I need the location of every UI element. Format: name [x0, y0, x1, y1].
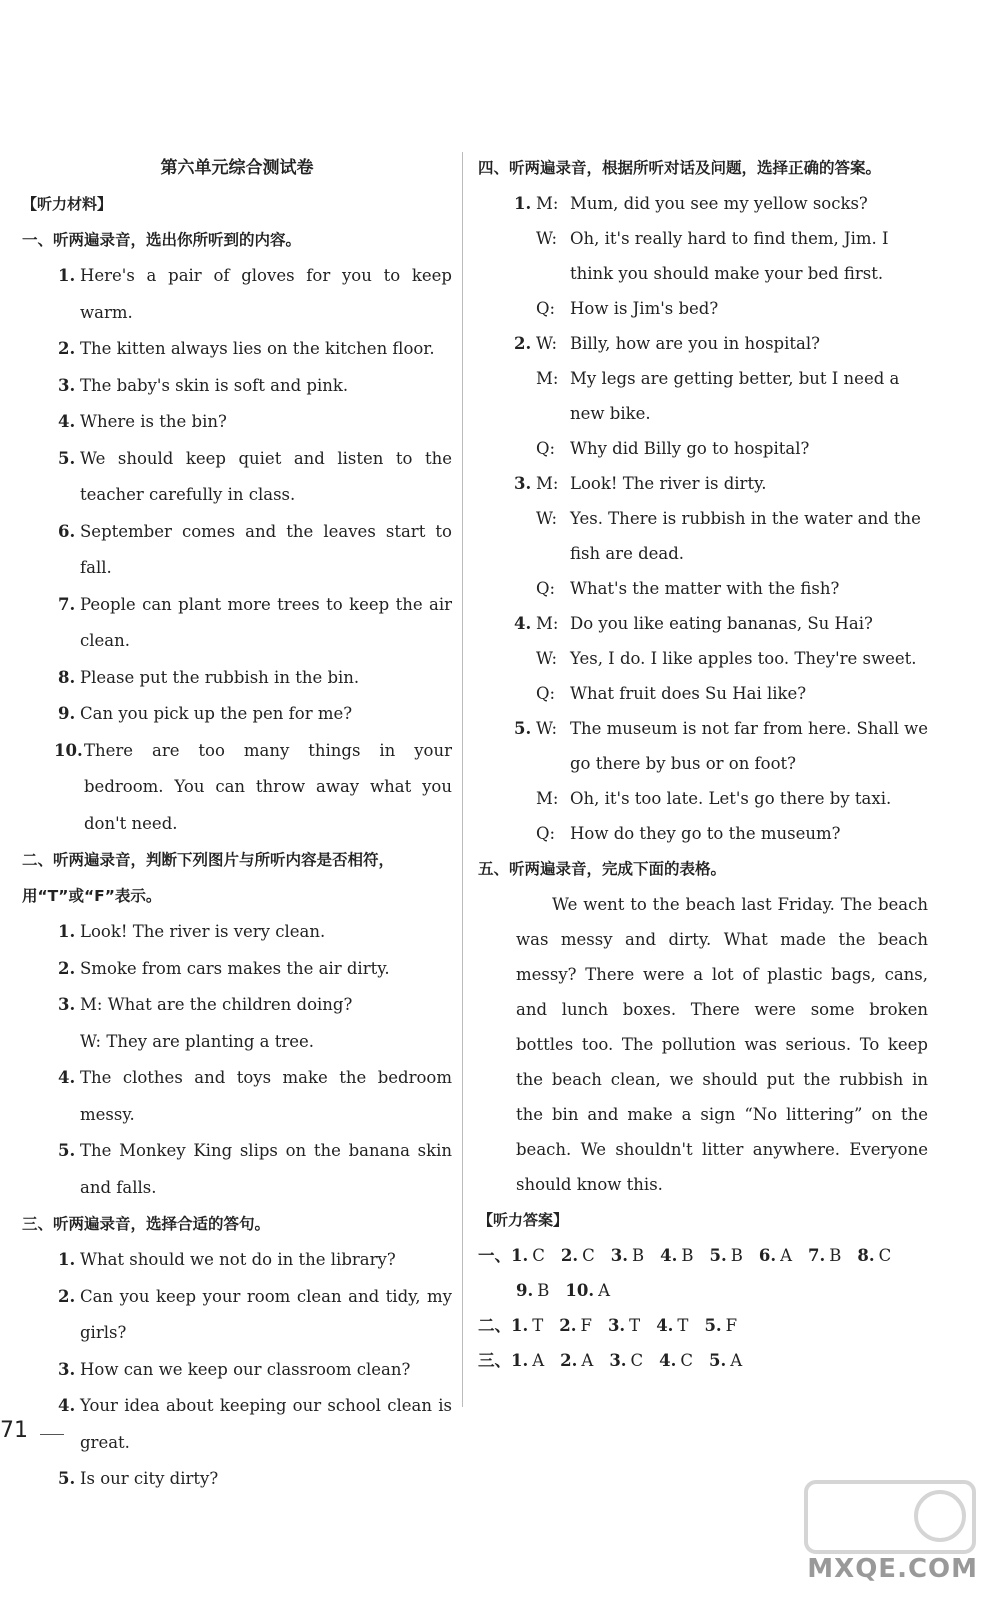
speaker-label: W: [536, 509, 558, 528]
dialog-line [478, 571, 928, 606]
dialog-text: Oh, it's too late. Let's go there by taxi. [570, 789, 892, 808]
page-number: 71 [0, 1418, 28, 1443]
item-number: 4. [58, 1396, 76, 1415]
item-text: What should we not do in the library? [80, 1250, 396, 1269]
dialog-line [478, 361, 928, 431]
answer-value: C [532, 1246, 545, 1265]
answer-number: 7. [808, 1246, 826, 1265]
answer-value: T [677, 1316, 689, 1335]
answer-number: 2. [560, 1351, 578, 1370]
item-number: 1. [58, 1250, 76, 1269]
dialog-line [478, 641, 928, 676]
dialog-text: What fruit does Su Hai like? [570, 684, 807, 703]
dialog-line [478, 606, 928, 641]
speaker-label: M: [536, 614, 559, 633]
item-number: 4. [58, 412, 76, 431]
answer-value: C [630, 1351, 644, 1370]
page-number-dash [40, 1434, 64, 1435]
speaker-label: M: [536, 194, 559, 213]
item-text: Smoke from cars makes the air dirty. [80, 958, 390, 978]
list-item [22, 696, 452, 733]
item-number: 9. [58, 704, 76, 723]
item-text: Here's a pair of gloves for you to keep warm. [80, 266, 452, 322]
dialog-text: How is Jim's bed? [570, 299, 719, 318]
dialog-text: Look! The river is dirty. [570, 474, 767, 493]
answer-value: B [681, 1246, 694, 1265]
list-item [22, 1388, 452, 1461]
item-text: The kitten always lies on the kitchen floor. [80, 339, 435, 358]
dialog-text: Yes. There is rubbish in the water and the fish are dead. [570, 509, 921, 563]
listening-material-tag: 【听力材料】 [22, 195, 113, 213]
list-item [22, 1133, 452, 1206]
item-text: The baby's skin is soft and pink. [80, 375, 349, 395]
dialog-text: What's the matter with the fish? [570, 579, 840, 598]
answer-value: B [730, 1246, 743, 1265]
answer-value: F [580, 1316, 592, 1335]
item-number: 3. [58, 1359, 76, 1379]
section-3-items [22, 1242, 452, 1498]
speaker-label: Q: [536, 824, 556, 843]
item-number: 5. [58, 1141, 76, 1160]
answer-number: 3. [607, 1316, 626, 1335]
list-item [22, 1461, 452, 1498]
answer-number: 1. [511, 1351, 529, 1370]
item-number: 2. [58, 1286, 76, 1306]
list-item [22, 1242, 452, 1279]
answer-value: C [878, 1246, 892, 1265]
speaker-label: Q: [536, 684, 556, 703]
answer-number: 5. [704, 1316, 722, 1335]
dialog-line [478, 501, 928, 571]
list-item [22, 1060, 452, 1133]
dialog-text: Billy, how are you in hospital? [570, 334, 820, 353]
page-title: 第六单元综合测试卷 [160, 158, 314, 178]
speaker-label: Q: [536, 299, 556, 318]
list-item [22, 733, 452, 843]
speaker-label: Q: [536, 439, 556, 458]
answer-number: 4. [656, 1316, 674, 1335]
answer-number: 1. [511, 1246, 529, 1265]
dialog-text: My legs are getting better, but I need a new bike. [570, 369, 900, 423]
list-item [22, 368, 452, 405]
list-item [22, 951, 452, 988]
dialog-number: 3. [514, 474, 532, 493]
dialog-line [478, 711, 928, 781]
answer-value: A [581, 1351, 594, 1370]
answers-tag: 【听力答案】 [478, 1211, 569, 1229]
speaker-label: W: [536, 229, 558, 248]
list-item [22, 1352, 452, 1389]
answer-line [478, 1308, 928, 1343]
item-text: Your idea about keeping our school clean is great. [80, 1396, 452, 1452]
dialog-text: Why did Billy go to hospital? [570, 439, 810, 458]
answer-value: B [829, 1246, 842, 1265]
answer-number: 2. [560, 1246, 579, 1265]
speaker-label: Q: [536, 579, 556, 598]
answer-value: A [598, 1281, 611, 1300]
item-number: 10. [54, 740, 83, 760]
answer-number: 3. [610, 1246, 628, 1265]
list-item [22, 914, 452, 951]
dialog-line [478, 431, 928, 466]
answer-number: 4. [660, 1246, 678, 1265]
section-1-heading: 一、听两遍录音，选出你所听到的内容。 [22, 231, 302, 249]
item-text: We should keep quiet and listen to the teacher carefully in class. [80, 448, 452, 504]
item-number: 7. [58, 594, 76, 614]
speaker-label: M: [536, 369, 559, 388]
list-item [22, 441, 452, 514]
dialog-line [478, 676, 928, 711]
dialog-line [478, 221, 928, 291]
item-number: 3. [58, 375, 76, 395]
item-number: 8. [58, 667, 76, 687]
list-item [22, 331, 452, 368]
answer-value: B [631, 1246, 645, 1265]
answer-value: C [582, 1246, 595, 1265]
answer-number: 4. [659, 1351, 677, 1370]
answer-number: 8. [857, 1246, 875, 1265]
section-4-heading: 四、听两遍录音，根据所听对话及问题，选择正确的答案。 [478, 159, 882, 177]
list-item [22, 514, 452, 587]
dialog-number: 5. [514, 719, 532, 738]
item-number: 4. [58, 1068, 76, 1087]
answer-number: 1. [511, 1316, 529, 1335]
item-number: 5. [58, 448, 76, 468]
answer-value: A [730, 1351, 743, 1370]
item-number: 6. [58, 521, 76, 541]
item-text: Can you pick up the pen for me? [80, 704, 353, 723]
dialog-text: Oh, it's really hard to find them, Jim. I think you should make your bed first. [570, 229, 889, 283]
speaker-label: W: [536, 649, 558, 668]
answer-value: F [725, 1316, 738, 1335]
answer-number: 2. [559, 1316, 577, 1335]
list-item [22, 660, 452, 697]
item-text: The Monkey King slips on the banana skin and falls. [80, 1141, 452, 1197]
dialog-line [478, 466, 928, 501]
answer-number: 6. [758, 1246, 777, 1265]
item-number: 2. [58, 339, 76, 358]
list-item [22, 1279, 452, 1352]
dialog-text: Do you like eating bananas, Su Hai? [570, 614, 873, 633]
answer-section-label: 一、 [478, 1246, 511, 1265]
section-3-heading: 三、听两遍录音，选择合适的答句。 [22, 1215, 271, 1233]
item-text: How can we keep our classroom clean? [80, 1359, 411, 1379]
dialog-line [478, 781, 928, 816]
section-2-items [22, 914, 452, 1206]
item-number: 1. [58, 922, 76, 941]
item-text: M: What are the children doing? [80, 995, 353, 1014]
item-text: Look! The river is very clean. [80, 922, 326, 941]
dialog-line [478, 186, 928, 221]
item-text: There are too many things in your bedroom. You can throw away what you don't need. [84, 740, 452, 833]
watermark-text: MXQE.COM [807, 1554, 978, 1584]
dialog-line [478, 291, 928, 326]
item-number: 1. [58, 266, 76, 285]
item-text: Is our city dirty? [80, 1469, 219, 1488]
item-number: 5. [58, 1469, 76, 1488]
dialog-text: The museum is not far from here. Shall we go there by bus or on foot? [570, 719, 928, 773]
answer-value: A [780, 1246, 792, 1265]
answer-number: 9. [516, 1281, 534, 1300]
item-text: The clothes and toys make the bedroom messy. [80, 1068, 452, 1124]
speaker-label: W: [536, 719, 558, 738]
answer-number: 5. [709, 1351, 727, 1370]
answer-number: 5. [709, 1246, 727, 1265]
item-text: September comes and the leaves start to fall. [80, 521, 452, 577]
speaker-label: W: [536, 334, 558, 353]
list-item [22, 587, 452, 660]
item-number [22, 1024, 80, 1061]
answer-line [478, 1273, 928, 1308]
section-4-dialogs [478, 186, 928, 851]
answer-line [478, 1343, 928, 1378]
dialog-line [478, 326, 928, 361]
list-item [22, 258, 452, 331]
speaker-label: M: [536, 474, 559, 493]
section-2-heading: 二、听两遍录音，判断下列图片与所听内容是否相符，用“T”或“F”表示。 [22, 851, 395, 905]
dialog-number: 2. [514, 334, 532, 353]
item-text: Where is the bin? [80, 412, 227, 431]
section-5-passage: We went to the beach last Friday. The beach was messy and dirty. What made the beach messy? There were a lot of plastic bags, cans, and lunch boxes. There were some broken bottles too. The pollution was serious. To keep the beach clean, we should put the rubbish in the bin and make a sign “No littering” on the beach. We shouldn't litter anywhere. Everyone should know this. [516, 895, 928, 1194]
answer-number: 3. [609, 1351, 627, 1370]
left-column [22, 150, 452, 1498]
answer-key [478, 1238, 928, 1378]
item-text: W: They are planting a tree. [80, 1031, 315, 1051]
dialog-text: Mum, did you see my yellow socks? [570, 194, 868, 213]
answer-number: 10. [565, 1281, 595, 1300]
answer-value: A [532, 1351, 545, 1370]
section-5-heading: 五、听两遍录音，完成下面的表格。 [478, 860, 727, 878]
answer-value: T [629, 1316, 641, 1335]
dialog-number: 1. [514, 194, 532, 213]
right-column [478, 150, 928, 1378]
item-number: 3. [58, 995, 76, 1014]
section-1-items [22, 258, 452, 842]
answer-value: B [537, 1281, 550, 1300]
item-text: Can you keep your room clean and tidy, my girls? [80, 1286, 452, 1342]
dialog-text: How do they go to the museum? [570, 824, 841, 843]
dialog-line [478, 816, 928, 851]
answer-value: T [532, 1316, 544, 1335]
list-item [22, 1024, 452, 1061]
answer-value: C [680, 1351, 694, 1370]
answer-section-label: 二、 [478, 1316, 511, 1335]
item-text: People can plant more trees to keep the air clean. [80, 594, 452, 650]
column-divider [462, 152, 463, 1407]
answer-line [478, 1238, 928, 1273]
list-item [22, 404, 452, 441]
item-text: Please put the rubbish in the bin. [80, 667, 360, 687]
dialog-text: Yes, I do. I like apples too. They're sweet. [570, 649, 917, 668]
speaker-label: M: [536, 789, 559, 808]
answer-section-label: 三、 [478, 1351, 511, 1370]
list-item [22, 987, 452, 1024]
dialog-number: 4. [514, 614, 532, 633]
item-number: 2. [58, 958, 76, 978]
